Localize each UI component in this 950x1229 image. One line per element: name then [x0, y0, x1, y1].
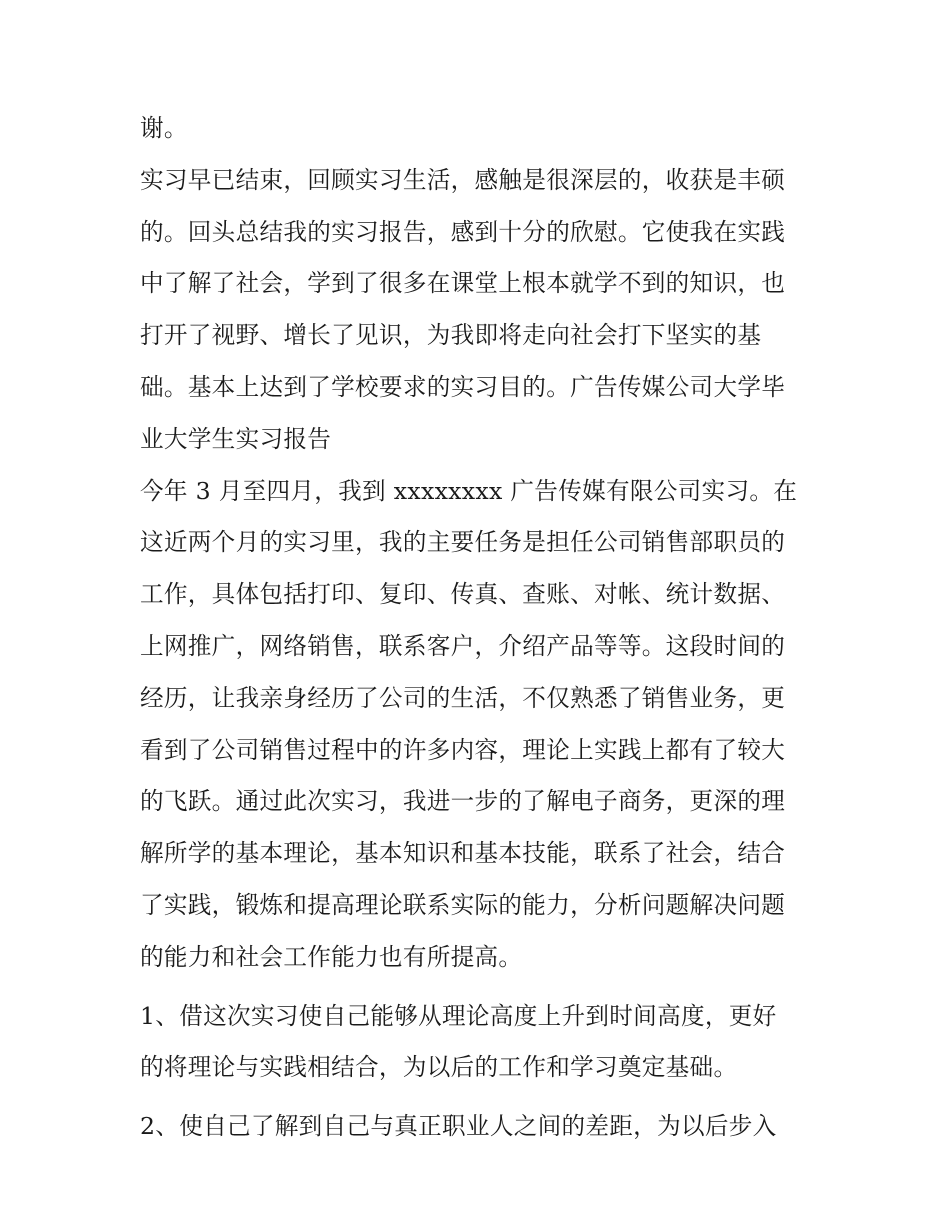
text-line: 谢。	[140, 114, 188, 142]
text-line: 解所学的基本理论，基本知识和基本技能，联系了社会，结合	[140, 839, 786, 868]
text-line: 了实践，锻炼和提高理论联系实际的能力，分析问题解决问题	[140, 890, 786, 919]
text-line: 业大学生实习报告	[140, 424, 332, 453]
text-line: 工作，具体包括打印、复印、传真、查账、对帐、统计数据、	[140, 580, 786, 609]
text-line: 中了解了社会，学到了很多在课堂上根本就学不到的知识，也	[140, 269, 786, 298]
document-body	[140, 103, 820, 1153]
text-line: 今年 3 月至四月，我到 xxxxxxxx 广告传媒有限公司实习。在	[140, 476, 798, 505]
text-line: 打开了视野、增长了见识，为我即将走向社会打下坚实的基	[140, 321, 762, 350]
text-line: 的飞跃。通过此次实习，我进一步的了解电子商务，更深的理	[140, 787, 786, 816]
text-line: 的能力和社会工作能力也有所提高。	[140, 942, 523, 971]
text-line: 上网推广，网络销售，联系客户，介绍产品等等。这段时间的	[140, 631, 786, 660]
list-item-1-line: 的将理论与实践相结合，为以后的工作和学习奠定基础。	[140, 1053, 738, 1082]
text-line: 经历，让我亲身经历了公司的生活，不仅熟悉了销售业务，更	[140, 683, 786, 712]
list-item-2-line: 2、使自己了解到自己与真正职业人之间的差距，为以后步入	[140, 1112, 777, 1141]
list-item-1-line: 1、借这次实习使自己能够从理论高度上升到时间高度，更好	[140, 1001, 777, 1030]
text-line: 实习早已结束，回顾实习生活，感触是很深层的，收获是丰硕	[140, 165, 786, 194]
text-line: 看到了公司销售过程中的许多内容，理论上实践上都有了较大	[140, 735, 786, 764]
text-line: 的。回头总结我的实习报告，感到十分的欣慰。它使我在实践	[140, 217, 786, 246]
text-line: 础。基本上达到了学校要求的实习目的。广告传媒公司大学毕	[140, 372, 786, 401]
text-line: 这近两个月的实习里，我的主要任务是担任公司销售部职员的	[140, 528, 786, 557]
